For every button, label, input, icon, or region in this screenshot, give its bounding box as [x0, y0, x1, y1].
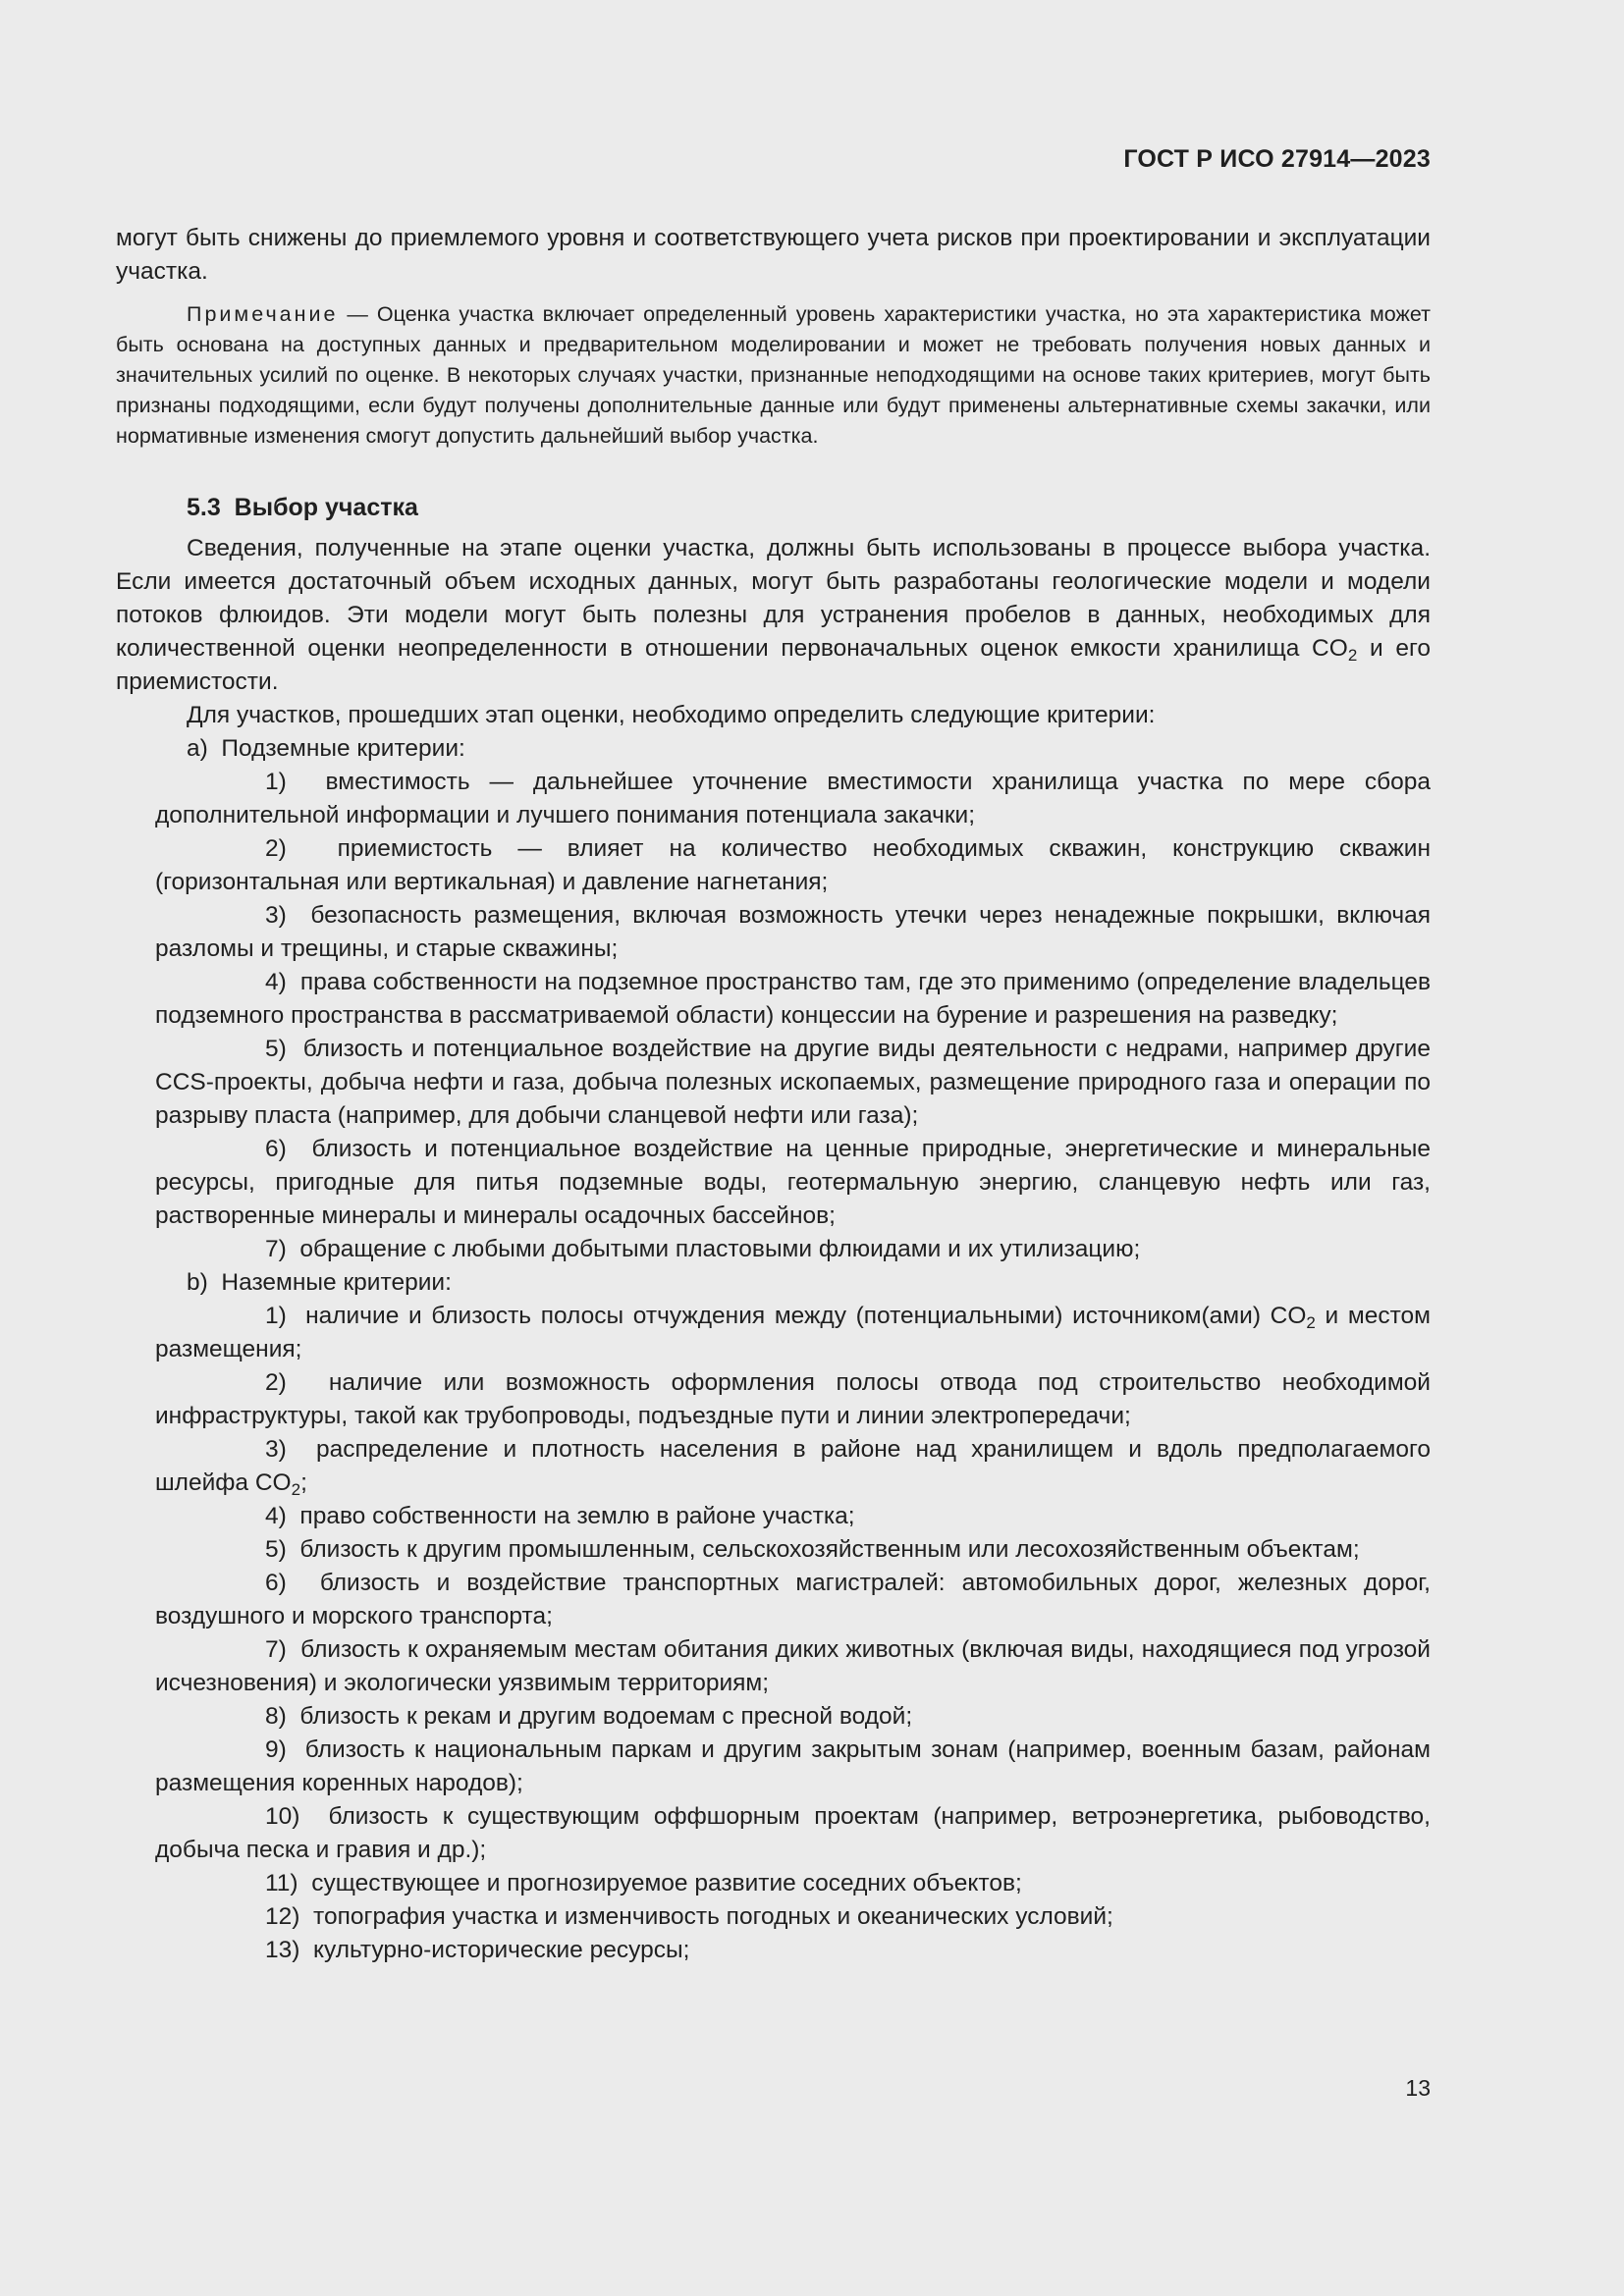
list-item-text: права собственности на подземное пространство там, где это применимо (определение владельцев подземного пространства в рассматриваемой области) концессии на бурение и разрешения на разведку;	[155, 969, 1431, 1029]
list-item-text: существующее и прогнозируемое развитие соседних объектов;	[311, 1870, 1022, 1896]
list-item-subscript: 2	[1306, 1313, 1316, 1332]
list-item-number: 2)	[265, 1369, 287, 1396]
list-item-number: 5)	[265, 1036, 287, 1062]
list-a-item	[116, 1233, 1431, 1266]
list-item-text: близость к существующим оффшорным проектам (например, ветроэнергетика, рыбоводство, добыча песка и гравия и др.);	[155, 1803, 1431, 1863]
list-item-number: 7)	[265, 1236, 287, 1262]
list-item-number: 13)	[265, 1937, 300, 1963]
list-a-item	[116, 966, 1431, 1033]
list-item-number: 11)	[265, 1870, 298, 1896]
list-item-number: 4)	[265, 969, 287, 995]
section-number: 5.3	[187, 494, 221, 521]
list-b-item	[116, 1800, 1431, 1867]
list-b-item	[116, 1633, 1431, 1700]
list-b-item	[116, 1867, 1431, 1900]
list-item-text: близость и потенциальное воздействие на ценные природные, энергетические и минеральные ресурсы, пригодные для питья подземные воды, геотермальную энергию, сланцевую нефть или газ, растворенные минералы и минералы осадочных бассейнов;	[155, 1136, 1431, 1229]
list-b-label: b)	[187, 1269, 208, 1296]
list-item-text: наличие и близость полосы отчуждения между (потенциальными) источником(ами) CO	[305, 1303, 1307, 1329]
note-label: Примечание	[187, 302, 339, 326]
list-b-item	[116, 1366, 1431, 1433]
list-a-heading	[116, 732, 1431, 766]
document-header: ГОСТ Р ИСО 27914—2023	[1123, 145, 1431, 173]
list-item-text: распределение и плотность населения в районе над хранилищем и вдоль предполагаемого шлейфа CO	[155, 1436, 1431, 1496]
list-b-heading	[116, 1266, 1431, 1300]
list-b-item	[116, 1734, 1431, 1800]
list-item-text: наличие или возможность оформления полосы отвода под строительство необходимой инфраструктуры, такой как трубопроводы, подъездные пути и линии электропередачи;	[155, 1369, 1431, 1429]
intro-continuation: могут быть снижены до приемлемого уровня и соответствующего учета рисков при проектировании и эксплуатации участка.	[116, 225, 1431, 285]
list-item-number: 4)	[265, 1503, 287, 1529]
list-b-item	[116, 1300, 1431, 1366]
list-item-number: 7)	[265, 1636, 287, 1663]
list-a-title: Подземные критерии:	[221, 735, 465, 762]
list-item-text: право собственности на землю в районе участка;	[299, 1503, 855, 1529]
list-item-text: близость к охраняемым местам обитания диких животных (включая виды, находящиеся под угрозой исчезновения) и экологически уязвимым территориям;	[155, 1636, 1431, 1696]
list-b-item	[116, 1934, 1431, 1967]
list-item-number: 1)	[265, 1303, 287, 1329]
list-item-text: культурно-исторические ресурсы;	[313, 1937, 690, 1963]
list-item-number: 9)	[265, 1736, 287, 1763]
para1-tail: и его приемистости.	[116, 635, 1431, 695]
list-b-items	[116, 1500, 1431, 1967]
list-item-number: 2)	[265, 835, 287, 862]
list-b-item	[116, 1433, 1431, 1500]
list-item-text: вместимость — дальнейшее уточнение вместимости хранилища участка по мере сбора дополнительной информации и лучшего понимания потенциала закачки;	[155, 769, 1431, 828]
section-paragraph-2: Для участков, прошедших этап оценки, необходимо определить следующие критерии:	[187, 702, 1156, 728]
list-b-item	[116, 1700, 1431, 1734]
list-item-tail: и местом размещения;	[155, 1303, 1431, 1362]
list-a-label: a)	[187, 735, 208, 762]
page-number: 13	[1405, 2075, 1431, 2101]
list-item-text: безопасность размещения, включая возможность утечки через ненадежные покрышки, включая разломы и трещины, и старые скважины;	[155, 902, 1431, 962]
list-item-text: приемистость — влияет на количество необходимых скважин, конструкцию скважин (горизонтальная или вертикальная) и давление нагнетания;	[155, 835, 1431, 895]
list-item-number: 6)	[265, 1136, 287, 1162]
list-a-item	[116, 899, 1431, 966]
section-paragraph-1	[116, 532, 1431, 699]
section-title: Выбор участка	[234, 494, 418, 521]
list-a-items	[116, 766, 1431, 1266]
list-item-text: близость и воздействие транспортных магистралей: автомобильных дорог, железных дорог, воздушного и морского транспорта;	[155, 1570, 1431, 1629]
list-b-item	[116, 1500, 1431, 1533]
list-item-tail: ;	[300, 1469, 307, 1496]
document-body	[116, 222, 1431, 1967]
para1-text: Сведения, полученные на этапе оценки участка, должны быть использованы в процессе выбора участка. Если имеется достаточный объем исходных данных, могут быть разработаны геологические модели и модели потоков флюидов. Эти модели могут быть полезны для устранения пробелов в данных, необходимых для количественной оценки неопределенности в отношении первоначальных оценок емкости хранилища CO	[116, 535, 1431, 662]
list-item-subscript: 2	[291, 1480, 301, 1499]
list-item-number: 12)	[265, 1903, 300, 1930]
list-item-text: близость к национальным паркам и другим закрытым зонам (например, военным базам, районам размещения коренных народов);	[155, 1736, 1431, 1796]
list-item-number: 1)	[265, 769, 287, 795]
list-item-text: близость и потенциальное воздействие на другие виды деятельности с недрами, например другие CCS-проекты, добыча нефти и газа, добыча полезных ископаемых, размещение природного газа и операции по разрыву пласта (например, для добычи сланцевой нефти или газа);	[155, 1036, 1431, 1129]
list-item-text: близость к другим промышленным, сельскохозяйственным или лесохозяйственным объектам;	[299, 1536, 1360, 1563]
list-item-number: 6)	[265, 1570, 287, 1596]
list-item-text: топография участка и изменчивость погодных и океанических условий;	[313, 1903, 1113, 1930]
list-item-number: 3)	[265, 902, 287, 929]
list-item-number: 5)	[265, 1536, 287, 1563]
list-a-item	[116, 1033, 1431, 1133]
note-text: — Оценка участка включает определенный уровень характеристики участка, но эта характеристика может быть основана на доступных данных и предварительном моделировании и может не требовать получения новых данных и значительных усилий по оценке. В некоторых случаях участки, признанные неподходящими на основе таких критериев, могут быть признаны подходящими, если будут получены дополнительные данные или будут применены альтернативные схемы закачки, или нормативные изменения смогут допустить дальнейший выбор участка.	[116, 302, 1431, 448]
list-a-item	[116, 766, 1431, 832]
list-a-item	[116, 832, 1431, 899]
list-item-number: 3)	[265, 1436, 287, 1463]
list-item-text: обращение с любыми добытыми пластовыми флюидами и их утилизацию;	[299, 1236, 1141, 1262]
list-item-number: 8)	[265, 1703, 287, 1730]
list-b-item	[116, 1567, 1431, 1633]
list-a-item	[116, 1133, 1431, 1233]
section-heading	[116, 491, 1431, 524]
list-b-title: Наземные критерии:	[221, 1269, 452, 1296]
note-paragraph	[116, 299, 1431, 452]
list-item-number: 10)	[265, 1803, 300, 1830]
para1-subscript: 2	[1347, 646, 1358, 665]
list-item-text: близость к рекам и другим водоемам с пресной водой;	[299, 1703, 913, 1730]
list-b-item	[116, 1900, 1431, 1934]
list-b-item	[116, 1533, 1431, 1567]
